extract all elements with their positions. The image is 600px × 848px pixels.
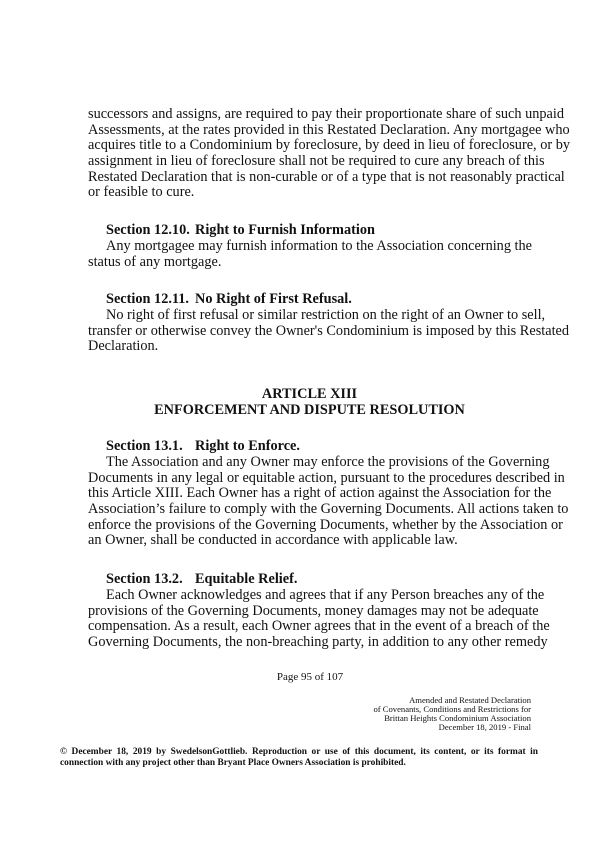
text-line: Declaration. — [88, 338, 159, 355]
text-line: assignment in lieu of foreclosure shall not be required to cure any breach of this — [88, 153, 545, 170]
text-line: an Owner, shall be conducted in accordance with applicable law. — [88, 532, 458, 549]
text-line: status of any mortgage. — [88, 253, 222, 270]
text-line: enforce the provisions of the Governing Documents, whether by the Association or — [88, 516, 563, 533]
section-12-11-text — [88, 306, 570, 355]
article-label: ARTICLE XIII — [261, 385, 358, 402]
page-number: Page 95 of 107 — [276, 671, 344, 683]
text-line: or feasible to cure. — [88, 184, 195, 201]
section-number: Section 13.1. — [106, 438, 183, 455]
section-13-2-heading — [88, 572, 531, 588]
text-line: Governing Documents, the non-breaching party, in addition to any other remedy — [88, 633, 548, 650]
paragraph-continuation — [88, 106, 570, 201]
copyright-line: connection with any project other than Bryant Place Owners Association is prohibited. — [60, 758, 406, 768]
copyright-line: © December 18, 2019 by SwedelsonGottlieb. Reproduction or use of this document, its content, or its format in — [60, 747, 538, 757]
section-number: Section 12.11. — [106, 291, 190, 308]
text-line: successors and assigns, are required to pay their proportionate share of such unpaid — [88, 106, 565, 122]
section-12-10-text — [88, 239, 531, 270]
footer-line: Brittan Heights Condominium Association — [384, 712, 531, 723]
footer-line: Amended and Restated Declaration — [409, 695, 531, 705]
text-line: Each Owner acknowledges and agrees that if any Person breaches any of the — [106, 586, 545, 603]
text-line: Assessments, at the rates provided in this Restated Declaration. Any mortgagee who — [88, 121, 570, 138]
section-number: Section 13.2. — [106, 571, 183, 588]
section-13-2-text — [88, 586, 550, 651]
text-line: provisions of the Governing Documents, money damages may not be adequate — [88, 602, 539, 619]
text-line: this Article XIII. Each Owner has a right of action against the Association for the — [88, 485, 552, 502]
text-line: compensation. As a result, each Owner agrees that in the event of a breach of the — [88, 618, 550, 635]
section-title: Right to Furnish Information — [195, 222, 375, 239]
text-line: Restated Declaration that is non-curable or of a type that is not reasonably practical — [88, 168, 565, 185]
section-title: Right to Enforce. — [195, 438, 300, 455]
text-line: acquires title to a Condominium by foreclosure, by deed in lieu of foreclosure, or by — [88, 137, 570, 154]
text-line: Documents in any legal or equitable action, pursuant to the procedures described in — [88, 469, 565, 486]
footer-line: of Covenants, Conditions and Restrictions for — [373, 703, 531, 714]
text-line: The Association and any Owner may enforce the provisions of the Governing — [106, 454, 550, 470]
section-13-1-heading — [88, 439, 531, 455]
copyright-notice — [60, 747, 538, 769]
article-title: ENFORCEMENT AND DISPUTE RESOLUTION — [154, 401, 465, 418]
footer-line: December 18, 2019 - Final — [438, 721, 531, 732]
section-12-10-heading — [88, 223, 531, 239]
text-line: Any mortgagee may furnish information to the Association concerning the — [106, 237, 533, 254]
section-number: Section 12.10. — [106, 222, 190, 239]
text-line: No right of first refusal or similar restriction on the right of an Owner to sell, — [106, 306, 546, 323]
section-12-11-heading — [88, 292, 531, 308]
document-footer — [373, 696, 531, 732]
document-body — [88, 106, 570, 651]
section-title: No Right of First Refusal. — [195, 291, 352, 308]
text-line: transfer or otherwise convey the Owner's Condominium is imposed by this Restated — [88, 322, 570, 339]
text-line: Association’s failure to comply with the Governing Documents. All actions taken to — [88, 501, 569, 518]
section-title: Equitable Relief. — [195, 571, 298, 588]
section-13-1-text — [88, 454, 569, 549]
